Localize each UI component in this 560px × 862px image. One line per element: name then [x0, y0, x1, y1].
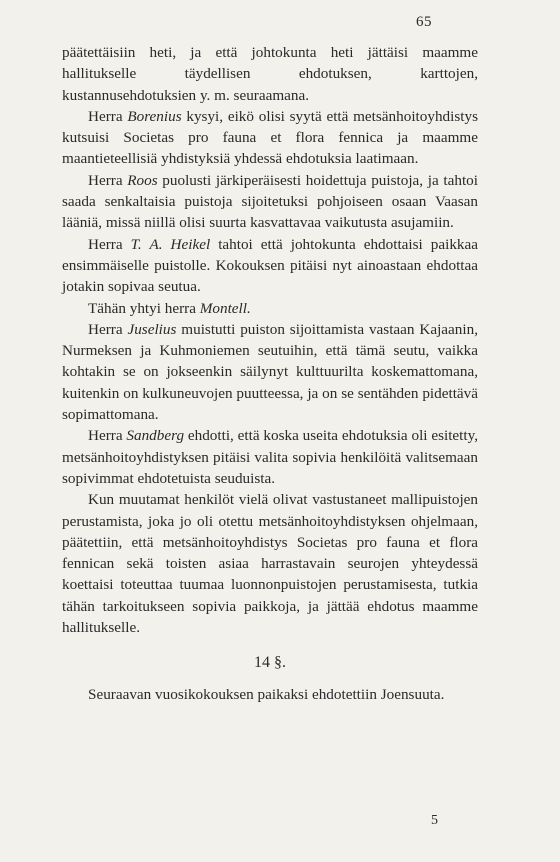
- person-name: Montell.: [199, 299, 251, 317]
- paragraph: [62, 234, 478, 298]
- paragraph: [62, 425, 478, 489]
- section-heading: 14 §.: [254, 654, 286, 672]
- paragraph-text: muistutti puiston sijoittamista vastaan Kajaanin, Nurmeksen ja Kuhmoniemen seutuihin, että tämä seutu, vaikka kohtakin se on jokseenkin säilynyt kulttuurilta koskemattomana, kuitenkin on kulkuneuvojen puutteessa, ja on se sentähden pidettävä sopimattomana.: [62, 320, 478, 424]
- person-name: Sandberg: [126, 427, 185, 445]
- printer-signature-mark: 5: [431, 813, 438, 828]
- paragraph-list: [62, 42, 478, 638]
- paragraph-text: Herra: [88, 235, 131, 253]
- final-paragraph: Seuraavan vuosikokouksen paikaksi ehdotettiin Joensuuta.: [88, 685, 445, 703]
- paragraph: [62, 489, 478, 638]
- paragraph-text: Herra: [88, 427, 127, 445]
- paragraph: [62, 106, 478, 170]
- paragraph: [62, 319, 478, 425]
- person-name: Juselius: [127, 320, 177, 338]
- paragraph-text: puolusti järkiperäisesti hoidettuja puistoja, ja tahtoi saada senkaltaisia puistoja sijoitetuksi pohjoiseen osaan Vaasan lääniä, missä niillä olisi suurta kasvattavaa vaikutusta asujamiin.: [62, 171, 478, 232]
- paragraph-text: Kun muutamat henkilöt vielä olivat vastustaneet mallipuistojen perustamista, joka jo oli otettu metsänhoitoyhdistyksen ohjelmaan, päätettiin, että metsänhoitoyhdistys Societas pro fauna et flora fennican sekä toisten asiaa harrastavain seurojen yhteydessä koettaisi toteuttaa tuumaa luonnonpuistojen perustamisesta, tutkia tähän tarkoitukseen sopivia paikkoja, ja jättää ehdotus maamme hallitukselle.: [62, 491, 478, 637]
- paragraph-text: kysyi, eikö olisi syytä että metsänhoitoyhdistys kutsuisi Societas pro fauna et flora fennica ja maamme maantieteellisiä yhdistyksiä yhdessä ehdotuksia laatimaan.: [62, 107, 478, 168]
- paragraph-text: Herra: [88, 171, 128, 189]
- person-name: Borenius: [127, 107, 182, 125]
- paragraph-text: Herra: [88, 107, 128, 125]
- paragraph: [62, 298, 478, 319]
- paragraph: [62, 42, 478, 106]
- page-number: 65: [416, 14, 432, 30]
- paragraph-text: tahtoi että johtokunta ehdottaisi paikkaa ensimmäiselle puistolle. Kokouksen pitäisi nyt ainoastaan ehdottaa jotakin sopivaa seutua.: [62, 235, 478, 296]
- body-text: [62, 42, 478, 705]
- paragraph-text: ehdotti, että koska useita ehdotuksia oli esitetty, metsänhoitoyhdistyksen pitäisi valita sopivia henkilöitä valitsemaan sopivimmat ehdotetuista seuduista.: [62, 427, 478, 487]
- person-name: Roos: [127, 171, 158, 189]
- paragraph-text: päätettäisiin heti, ja että johtokunta heti jättäisi maamme hallitukselle täydellisen ehdotuksen, karttojen, kustannusehdotuksien y. m. seuraamana.: [62, 44, 478, 104]
- paragraph-text: Herra: [88, 320, 128, 338]
- paragraph: [62, 170, 478, 234]
- person-name: T. A. Heikel: [130, 235, 211, 253]
- paragraph-text: Tähän yhtyi herra: [88, 299, 200, 317]
